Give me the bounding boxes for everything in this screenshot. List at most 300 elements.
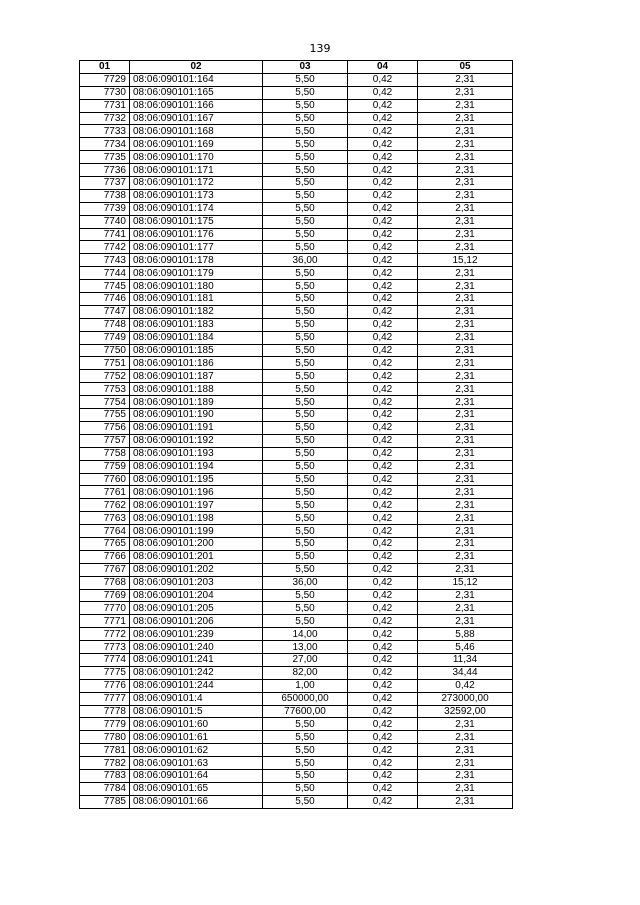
area-value-cell: 5,50	[263, 305, 348, 318]
table-row	[80, 447, 513, 460]
row-number-cell: 7739	[80, 202, 130, 215]
row-number-cell: 7750	[80, 344, 130, 357]
rate-value-cell: 0,42	[348, 421, 418, 434]
cadastral-number-cell: 08:06:090101:194	[130, 460, 263, 473]
table-row	[80, 757, 513, 770]
table-row	[80, 293, 513, 306]
table-row	[80, 280, 513, 293]
area-value-cell: 36,00	[263, 576, 348, 589]
total-value-cell: 273000,00	[418, 692, 513, 705]
cadastral-number-cell: 08:06:090101:173	[130, 189, 263, 202]
rate-value-cell: 0,42	[348, 628, 418, 641]
rate-value-cell: 0,42	[348, 460, 418, 473]
rate-value-cell: 0,42	[348, 525, 418, 538]
area-value-cell: 5,50	[263, 125, 348, 138]
total-value-cell: 34,44	[418, 666, 513, 679]
cadastral-number-cell: 08:06:090101:186	[130, 357, 263, 370]
rate-value-cell: 0,42	[348, 757, 418, 770]
table-row	[80, 215, 513, 228]
row-number-cell: 7742	[80, 241, 130, 254]
row-number-cell: 7783	[80, 769, 130, 782]
area-value-cell: 77600,00	[263, 705, 348, 718]
rate-value-cell: 0,42	[348, 331, 418, 344]
row-number-cell: 7749	[80, 331, 130, 344]
cadastral-number-cell: 08:06:090101:166	[130, 99, 263, 112]
row-number-cell: 7779	[80, 718, 130, 731]
rate-value-cell: 0,42	[348, 396, 418, 409]
table-row	[80, 589, 513, 602]
row-number-cell: 7737	[80, 177, 130, 190]
row-number-cell: 7766	[80, 550, 130, 563]
table-row	[80, 666, 513, 679]
table-row	[80, 499, 513, 512]
rate-value-cell: 0,42	[348, 602, 418, 615]
total-value-cell: 2,31	[418, 305, 513, 318]
row-number-cell: 7760	[80, 473, 130, 486]
table-row	[80, 705, 513, 718]
area-value-cell: 5,50	[263, 138, 348, 151]
total-value-cell: 2,31	[418, 202, 513, 215]
total-value-cell: 2,31	[418, 138, 513, 151]
cadastral-number-cell: 08:06:090101:5	[130, 705, 263, 718]
area-value-cell: 5,50	[263, 177, 348, 190]
area-value-cell: 5,50	[263, 344, 348, 357]
cadastral-number-cell: 08:06:090101:4	[130, 692, 263, 705]
table-row	[80, 151, 513, 164]
total-value-cell: 2,31	[418, 267, 513, 280]
row-number-cell: 7770	[80, 602, 130, 615]
rate-value-cell: 0,42	[348, 125, 418, 138]
area-value-cell: 5,50	[263, 537, 348, 550]
rate-value-cell: 0,42	[348, 254, 418, 267]
total-value-cell: 2,31	[418, 228, 513, 241]
rate-value-cell: 0,42	[348, 202, 418, 215]
cadastral-number-cell: 08:06:090101:165	[130, 86, 263, 99]
total-value-cell: 2,31	[418, 447, 513, 460]
cadastral-number-cell: 08:06:090101:187	[130, 370, 263, 383]
total-value-cell: 2,31	[418, 383, 513, 396]
area-value-cell: 5,50	[263, 434, 348, 447]
area-value-cell: 5,50	[263, 718, 348, 731]
total-value-cell: 2,31	[418, 370, 513, 383]
table-row	[80, 576, 513, 589]
column-header-04: 04	[348, 61, 418, 74]
column-header-01: 01	[80, 61, 130, 74]
table-row	[80, 112, 513, 125]
table-body	[80, 73, 513, 808]
area-value-cell: 5,50	[263, 757, 348, 770]
cadastral-number-cell: 08:06:090101:196	[130, 486, 263, 499]
table-header	[80, 61, 513, 74]
row-number-cell: 7769	[80, 589, 130, 602]
area-value-cell: 82,00	[263, 666, 348, 679]
table-row	[80, 241, 513, 254]
area-value-cell: 36,00	[263, 254, 348, 267]
table-row	[80, 653, 513, 666]
total-value-cell: 2,31	[418, 396, 513, 409]
table-row	[80, 305, 513, 318]
row-number-cell: 7784	[80, 782, 130, 795]
cadastral-number-cell: 08:06:090101:198	[130, 512, 263, 525]
total-value-cell: 2,31	[418, 293, 513, 306]
row-number-cell: 7775	[80, 666, 130, 679]
total-value-cell: 2,31	[418, 525, 513, 538]
cadastral-number-cell: 08:06:090101:171	[130, 164, 263, 177]
cadastral-number-cell: 08:06:090101:65	[130, 782, 263, 795]
row-number-cell: 7753	[80, 383, 130, 396]
row-number-cell: 7761	[80, 486, 130, 499]
rate-value-cell: 0,42	[348, 486, 418, 499]
row-number-cell: 7763	[80, 512, 130, 525]
table-row	[80, 396, 513, 409]
cadastral-number-cell: 08:06:090101:192	[130, 434, 263, 447]
rate-value-cell: 0,42	[348, 653, 418, 666]
rate-value-cell: 0,42	[348, 576, 418, 589]
rate-value-cell: 0,42	[348, 589, 418, 602]
table-row	[80, 370, 513, 383]
rate-value-cell: 0,42	[348, 537, 418, 550]
table-row	[80, 267, 513, 280]
total-value-cell: 2,31	[418, 499, 513, 512]
table-row	[80, 782, 513, 795]
row-number-cell: 7756	[80, 421, 130, 434]
rate-value-cell: 0,42	[348, 73, 418, 86]
rate-value-cell: 0,42	[348, 731, 418, 744]
header-row	[80, 61, 513, 74]
total-value-cell: 2,31	[418, 125, 513, 138]
row-number-cell: 7774	[80, 653, 130, 666]
total-value-cell: 2,31	[418, 615, 513, 628]
data-table	[79, 60, 513, 809]
table-row	[80, 318, 513, 331]
row-number-cell: 7746	[80, 293, 130, 306]
cadastral-number-cell: 08:06:090101:184	[130, 331, 263, 344]
row-number-cell: 7785	[80, 795, 130, 808]
rate-value-cell: 0,42	[348, 615, 418, 628]
rate-value-cell: 0,42	[348, 550, 418, 563]
total-value-cell: 5,88	[418, 628, 513, 641]
row-number-cell: 7732	[80, 112, 130, 125]
rate-value-cell: 0,42	[348, 409, 418, 422]
page-number: 139	[309, 42, 331, 55]
area-value-cell: 5,50	[263, 460, 348, 473]
total-value-cell: 2,31	[418, 537, 513, 550]
total-value-cell: 2,31	[418, 731, 513, 744]
area-value-cell: 5,50	[263, 795, 348, 808]
cadastral-number-cell: 08:06:090101:170	[130, 151, 263, 164]
table-row	[80, 383, 513, 396]
total-value-cell: 15,12	[418, 576, 513, 589]
table-row	[80, 254, 513, 267]
table-row	[80, 73, 513, 86]
cadastral-number-cell: 08:06:090101:175	[130, 215, 263, 228]
row-number-cell: 7757	[80, 434, 130, 447]
cadastral-number-cell: 08:06:090101:190	[130, 409, 263, 422]
rate-value-cell: 0,42	[348, 795, 418, 808]
rate-value-cell: 0,42	[348, 563, 418, 576]
row-number-cell: 7773	[80, 641, 130, 654]
total-value-cell: 2,31	[418, 331, 513, 344]
row-number-cell: 7744	[80, 267, 130, 280]
cadastral-number-cell: 08:06:090101:167	[130, 112, 263, 125]
row-number-cell: 7772	[80, 628, 130, 641]
area-value-cell: 650000,00	[263, 692, 348, 705]
total-value-cell: 2,31	[418, 744, 513, 757]
row-number-cell: 7780	[80, 731, 130, 744]
rate-value-cell: 0,42	[348, 692, 418, 705]
table-row	[80, 99, 513, 112]
table-row	[80, 202, 513, 215]
area-value-cell: 5,50	[263, 86, 348, 99]
column-header-05: 05	[418, 61, 513, 74]
rate-value-cell: 0,42	[348, 434, 418, 447]
area-value-cell: 5,50	[263, 228, 348, 241]
total-value-cell: 2,31	[418, 280, 513, 293]
total-value-cell: 2,31	[418, 757, 513, 770]
area-value-cell: 5,50	[263, 370, 348, 383]
cadastral-number-cell: 08:06:090101:181	[130, 293, 263, 306]
rate-value-cell: 0,42	[348, 267, 418, 280]
rate-value-cell: 0,42	[348, 241, 418, 254]
table-row	[80, 628, 513, 641]
row-number-cell: 7736	[80, 164, 130, 177]
area-value-cell: 27,00	[263, 653, 348, 666]
row-number-cell: 7762	[80, 499, 130, 512]
total-value-cell: 2,31	[418, 357, 513, 370]
rate-value-cell: 0,42	[348, 177, 418, 190]
total-value-cell: 0,42	[418, 679, 513, 692]
table-row	[80, 795, 513, 808]
total-value-cell: 32592,00	[418, 705, 513, 718]
table-row	[80, 692, 513, 705]
rate-value-cell: 0,42	[348, 512, 418, 525]
rate-value-cell: 0,42	[348, 782, 418, 795]
row-number-cell: 7743	[80, 254, 130, 267]
cadastral-number-cell: 08:06:090101:195	[130, 473, 263, 486]
rate-value-cell: 0,42	[348, 151, 418, 164]
cadastral-number-cell: 08:06:090101:179	[130, 267, 263, 280]
table-row	[80, 138, 513, 151]
area-value-cell: 5,50	[263, 293, 348, 306]
rate-value-cell: 0,42	[348, 280, 418, 293]
area-value-cell: 5,50	[263, 241, 348, 254]
row-number-cell: 7777	[80, 692, 130, 705]
cadastral-number-cell: 08:06:090101:188	[130, 383, 263, 396]
rate-value-cell: 0,42	[348, 718, 418, 731]
area-value-cell: 5,50	[263, 769, 348, 782]
area-value-cell: 5,50	[263, 744, 348, 757]
total-value-cell: 5,46	[418, 641, 513, 654]
cadastral-number-cell: 08:06:090101:183	[130, 318, 263, 331]
row-number-cell: 7747	[80, 305, 130, 318]
total-value-cell: 2,31	[418, 473, 513, 486]
total-value-cell: 15,12	[418, 254, 513, 267]
area-value-cell: 5,50	[263, 164, 348, 177]
area-value-cell: 5,50	[263, 202, 348, 215]
area-value-cell: 5,50	[263, 602, 348, 615]
area-value-cell: 5,50	[263, 357, 348, 370]
row-number-cell: 7782	[80, 757, 130, 770]
table-row	[80, 679, 513, 692]
total-value-cell: 2,31	[418, 241, 513, 254]
column-header-02: 02	[130, 61, 263, 74]
rate-value-cell: 0,42	[348, 305, 418, 318]
table-row	[80, 228, 513, 241]
area-value-cell: 5,50	[263, 280, 348, 293]
total-value-cell: 2,31	[418, 112, 513, 125]
row-number-cell: 7733	[80, 125, 130, 138]
row-number-cell: 7781	[80, 744, 130, 757]
total-value-cell: 2,31	[418, 164, 513, 177]
cadastral-number-cell: 08:06:090101:197	[130, 499, 263, 512]
total-value-cell: 2,31	[418, 421, 513, 434]
total-value-cell: 2,31	[418, 795, 513, 808]
row-number-cell: 7768	[80, 576, 130, 589]
cadastral-number-cell: 08:06:090101:176	[130, 228, 263, 241]
rate-value-cell: 0,42	[348, 370, 418, 383]
rate-value-cell: 0,42	[348, 744, 418, 757]
table-row	[80, 177, 513, 190]
total-value-cell: 2,31	[418, 782, 513, 795]
rate-value-cell: 0,42	[348, 215, 418, 228]
table-row	[80, 550, 513, 563]
column-header-03: 03	[263, 61, 348, 74]
row-number-cell: 7729	[80, 73, 130, 86]
table-row	[80, 421, 513, 434]
table-row	[80, 731, 513, 744]
table-row	[80, 125, 513, 138]
area-value-cell: 5,50	[263, 512, 348, 525]
area-value-cell: 5,50	[263, 486, 348, 499]
cadastral-number-cell: 08:06:090101:189	[130, 396, 263, 409]
area-value-cell: 1,00	[263, 679, 348, 692]
area-value-cell: 5,50	[263, 447, 348, 460]
cadastral-number-cell: 08:06:090101:241	[130, 653, 263, 666]
cadastral-number-cell: 08:06:090101:164	[130, 73, 263, 86]
total-value-cell: 2,31	[418, 769, 513, 782]
cadastral-number-cell: 08:06:090101:199	[130, 525, 263, 538]
row-number-cell: 7778	[80, 705, 130, 718]
total-value-cell: 2,31	[418, 563, 513, 576]
total-value-cell: 2,31	[418, 151, 513, 164]
row-number-cell: 7776	[80, 679, 130, 692]
area-value-cell: 13,00	[263, 641, 348, 654]
cadastral-number-cell: 08:06:090101:205	[130, 602, 263, 615]
cadastral-number-cell: 08:06:090101:64	[130, 769, 263, 782]
rate-value-cell: 0,42	[348, 86, 418, 99]
area-value-cell: 5,50	[263, 499, 348, 512]
cadastral-number-cell: 08:06:090101:169	[130, 138, 263, 151]
total-value-cell: 2,31	[418, 460, 513, 473]
table-row	[80, 434, 513, 447]
area-value-cell: 5,50	[263, 589, 348, 602]
total-value-cell: 2,31	[418, 550, 513, 563]
total-value-cell: 2,31	[418, 434, 513, 447]
cadastral-number-cell: 08:06:090101:239	[130, 628, 263, 641]
row-number-cell: 7771	[80, 615, 130, 628]
row-number-cell: 7759	[80, 460, 130, 473]
table-row	[80, 718, 513, 731]
cadastral-number-cell: 08:06:090101:204	[130, 589, 263, 602]
table-row	[80, 164, 513, 177]
cadastral-number-cell: 08:06:090101:168	[130, 125, 263, 138]
cadastral-number-cell: 08:06:090101:203	[130, 576, 263, 589]
rate-value-cell: 0,42	[348, 99, 418, 112]
area-value-cell: 5,50	[263, 331, 348, 344]
row-number-cell: 7767	[80, 563, 130, 576]
table-row	[80, 563, 513, 576]
cadastral-number-cell: 08:06:090101:180	[130, 280, 263, 293]
total-value-cell: 2,31	[418, 718, 513, 731]
rate-value-cell: 0,42	[348, 357, 418, 370]
area-value-cell: 5,50	[263, 151, 348, 164]
area-value-cell: 5,50	[263, 189, 348, 202]
area-value-cell: 5,50	[263, 112, 348, 125]
rate-value-cell: 0,42	[348, 164, 418, 177]
cadastral-number-cell: 08:06:090101:240	[130, 641, 263, 654]
rate-value-cell: 0,42	[348, 383, 418, 396]
row-number-cell: 7748	[80, 318, 130, 331]
total-value-cell: 11,34	[418, 653, 513, 666]
rate-value-cell: 0,42	[348, 228, 418, 241]
cadastral-number-cell: 08:06:090101:185	[130, 344, 263, 357]
cadastral-number-cell: 08:06:090101:172	[130, 177, 263, 190]
rate-value-cell: 0,42	[348, 138, 418, 151]
area-value-cell: 5,50	[263, 731, 348, 744]
area-value-cell: 5,50	[263, 782, 348, 795]
table-row	[80, 615, 513, 628]
table-row	[80, 357, 513, 370]
cadastral-number-cell: 08:06:090101:66	[130, 795, 263, 808]
table-row	[80, 537, 513, 550]
area-value-cell: 5,50	[263, 383, 348, 396]
cadastral-number-cell: 08:06:090101:200	[130, 537, 263, 550]
area-value-cell: 5,50	[263, 563, 348, 576]
total-value-cell: 2,31	[418, 318, 513, 331]
rate-value-cell: 0,42	[348, 705, 418, 718]
cadastral-number-cell: 08:06:090101:63	[130, 757, 263, 770]
rate-value-cell: 0,42	[348, 112, 418, 125]
row-number-cell: 7735	[80, 151, 130, 164]
cadastral-number-cell: 08:06:090101:62	[130, 744, 263, 757]
row-number-cell: 7764	[80, 525, 130, 538]
row-number-cell: 7734	[80, 138, 130, 151]
row-number-cell: 7751	[80, 357, 130, 370]
table-row	[80, 409, 513, 422]
table-row	[80, 344, 513, 357]
rate-value-cell: 0,42	[348, 293, 418, 306]
rate-value-cell: 0,42	[348, 189, 418, 202]
total-value-cell: 2,31	[418, 589, 513, 602]
row-number-cell: 7745	[80, 280, 130, 293]
cadastral-number-cell: 08:06:090101:242	[130, 666, 263, 679]
rate-value-cell: 0,42	[348, 447, 418, 460]
rate-value-cell: 0,42	[348, 769, 418, 782]
row-number-cell: 7765	[80, 537, 130, 550]
total-value-cell: 2,31	[418, 99, 513, 112]
area-value-cell: 5,50	[263, 615, 348, 628]
row-number-cell: 7730	[80, 86, 130, 99]
table-row	[80, 331, 513, 344]
cadastral-number-cell: 08:06:090101:202	[130, 563, 263, 576]
rate-value-cell: 0,42	[348, 318, 418, 331]
total-value-cell: 2,31	[418, 602, 513, 615]
row-number-cell: 7738	[80, 189, 130, 202]
table-row	[80, 486, 513, 499]
cadastral-number-cell: 08:06:090101:201	[130, 550, 263, 563]
rate-value-cell: 0,42	[348, 679, 418, 692]
area-value-cell: 5,50	[263, 409, 348, 422]
